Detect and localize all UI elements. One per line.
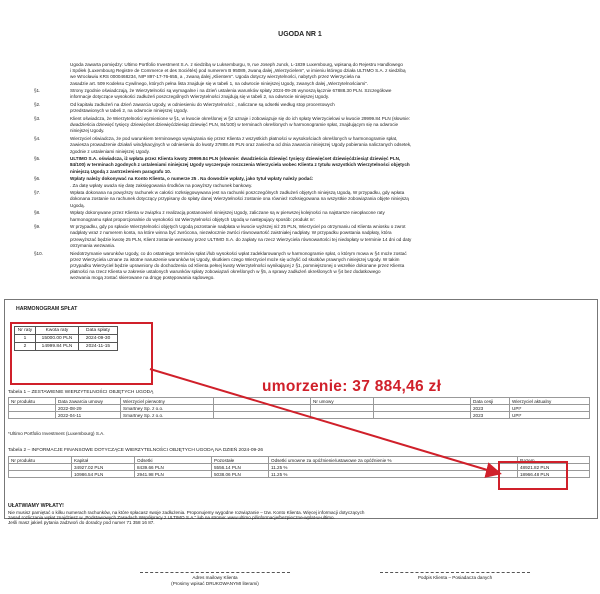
t2-cell: 18966.48 PLN [518,471,590,478]
table1-caption: Tabela 1 – ZESTAWIENIE WIERZYTELNOŚCI OBJĘTYCH UGODĄ [8,390,154,395]
t2-cell: 5038.06 PLN [212,471,269,478]
harm-cell: 14999.84 PLN [36,343,79,351]
paragraph-number: §10. [34,250,43,256]
paragraph-line: Ugoda zawarta pomiędzy: Ultimo Portfolio Investment S.A. z siedzibą w Luksemburgu, 9, rue Joseph Junck, L-1839 Luxembourg, wpisaną do Rejestru Handlowego [70,62,403,67]
paragraph-line: 84/100) w terminach zgodnych z ustaleniami niniejszej Ugody wyczerpuje roszczenia Wierzyciela wobec Klienta z tytułu wszystkich Wierzytelności objętych [70,162,410,168]
paragraph-number: §4. [34,136,41,142]
t1-cell: 2022-08-29 [56,405,121,412]
t2-cell: 11.25 % [269,471,518,478]
paragraph-number: §8. [34,210,41,216]
harm-header-data: Data spłaty [79,327,118,335]
paragraph-number: §5. [34,156,41,162]
t2-cell: 11.25 % [269,464,518,471]
paragraph-line: we Wrocławiu KRS 0000468234, NIP 897-17-76-655, a , zwaną dalej „Klientem". Ugoda dotyczy wierzytelności, nabytych przez Wierzyciela na [70,74,361,80]
t1-header: Wierzyciel aktualny [510,398,590,405]
paragraph-number: §7. [34,190,41,196]
t2-header: Odsetki [135,457,212,464]
harm-cell: 1 [15,335,36,343]
t2-header: Razem [518,457,590,464]
t1-header: Nr produktu [9,398,56,405]
ulatwiamy-text [8,510,592,525]
paragraph-number: §6. [34,176,41,182]
table1-footnote: *Ultimo Portfolio Investment (Luxembourg) S.A. [8,431,105,436]
paragraph-line: Wpłaty należy dokonywać na Konto Klienta, o numerze 25 . Na dowodzie wpłaty, jako tytuł wpłaty należy podać: [70,176,314,182]
email-signature-line [140,572,290,573]
ulatwiamy-title: UŁATWIAMY WPŁATY! [8,503,64,509]
table2-caption: Tabela 2 – INFORMACJE FINANSOWE DOTYCZĄCE WIERZYTELNOŚCI OBJĘTYCH UGODĄ NA DZIEŃ 2024-09-26 [8,448,264,453]
t2-cell: 48921.82 PLN [518,464,590,471]
paragraph-line: przypadku Wierzyciel będzie uprawniony do dochodzenia od Klienta pełnej kwoty Wierzytelności wynikającej z §1, pomniejszonej o wszelkie dokonane przez Klienta [70,262,405,268]
t1-cell: UPI* [510,412,590,419]
paragraph-number: §1. [34,88,41,94]
umorzenie-annotation: umorzenie: 37 884,46 zł [262,378,442,395]
paragraph-line: przewyższać będzie kwotę 25 PLN, Klient zostanie wezwany przez ULTIMO S.A. do zapłaty na rzecz Wierzyciela równowartości tej niedopłaty w terminie 14 dni od daty [70,236,412,242]
t1-cell: 2022-04-11 [56,412,121,419]
t2-cell: 8439.66 PLN [135,464,212,471]
arrow-line [150,369,494,472]
paragraph-number: §3. [34,116,41,122]
t1-cell: Smartney Sp. z o.o. [121,405,214,412]
client-signature-line [380,572,530,573]
paragraph-line: przez Wierzyciela uznane za istotne naruszenie warunków tej Ugody, skutkiem czego Wierzyciel może się uchylić od skutków prawnych niniejszej Ugody. W takim [70,256,400,262]
t2-cell: 34927.02 PLN [72,464,135,471]
email-label: Adres mailowy Klienta [192,575,238,580]
ulatwiamy-line: Nie musisz pamiętać o kilku numerach rachunków, na które spłacasz swoje zadłużenia. Proponujemy wygodne rozwiązanie – tzw. Konto Klienta. Więcej informacji dotyczących [8,510,365,515]
harm-cell: 2024-09-30 [79,335,118,343]
paragraph-line: Od kapitału zadłużeń na dzień zawarcia Ugody, w odniesieniu do Wierzytelności: , naliczane są odsetki według stop procentowych [70,102,335,108]
t1-cell: 2023 [471,405,510,412]
t1-cell: 2023 [471,412,510,419]
document-title: UGODA NR 1 [278,31,322,38]
harmonogram-title: HARMONOGRAM SPŁAT [16,306,78,312]
paragraph-line: harmonogramu spłat proporcjonalnie do wysokości rat Wierzytelności objętych Ugodą w następujący sposób: produkt nr: [70,216,316,222]
t1-header: Data cesji [471,398,510,405]
paragraph-line: zgodnie z ustaleniami niniejszej Ugody. [70,148,150,154]
paragraph-line: zawiesza prowadzenie działań windykacyjnych w odniesieniu do kwoty 37888.46 PLN oraz zaniecha od dnia zawarcia niniejszej Ugody pobierania naliczanych odsetek, [70,142,412,148]
harm-header-kwota: Kwota raty [36,327,79,335]
t1-cell: Smartney Sp. z o.o. [121,412,214,419]
paragraph-line: dokonana zostanie na rachunek dotyczący przypisany do spłaty danej Wierzytelności zostanie ona również rozksięgowana na wszystkie zobowiązania objęte niniejszą [70,196,409,202]
paragraph-line: Wpłata dokonana na powyższy rachunek w całości rozksięgowywana jest na rachunki poszczególnych zadłużeń objętych niniejszą Ugodą. W przypadku, gdy wpłata [70,190,405,196]
paragraph-line: niniejszą Ugodą z zastrzeżeniem paragrafu 10. [70,168,172,174]
email-hint: (Prosimy wpisać DRUKOWANYMI literami) [171,581,259,586]
paragraph-line: Wierzyciel oświadcza, że pod warunkiem terminowego wywiązania się przez Klienta z wszystkich płatności w wysokościach określonych w harmonogramie spłat, [70,136,398,142]
harm-header-nr: Nr raty [15,327,36,335]
paragraph-line: niniejszej Ugody. [70,128,105,134]
t1-cell: UPI* [510,405,590,412]
paragraph-line: wezwania mogą zostać skierowane na drogę postępowania sądowego. [70,275,215,281]
t1-header: Wierzyciel pierwotny [121,398,214,405]
ulatwiamy-line: zasad rozliczania wpłat znajdziesz w „Podstawowych Zasadach Współpracy z ULTIMO S.A." lub na stronie: www.ultimo.pl/informacje/bezpieczne-wplat-w-ultimo. [8,515,335,520]
paragraph-line: nadpłaty wraz z numerem konta, na które winna być zwrócona, niezwłocznie zwróci równowartość zaistniałej nadpłaty. W przypadku powstania nadpłaty, która [70,230,392,236]
paragraph-number: §2. [34,102,41,108]
t2-header: Kapitał [72,457,135,464]
paragraph-line: Klient oświadcza, że Wierzytelności wymienione w §1, w kwocie określonej w §2 uznaje i zobowiązuje się do ich spłaty Wierzycielowi w kwocie 29999.84 PLN (słownie: [70,116,411,122]
paragraph-line: zasadzie art. 509 Kodeksu Cywilnego, których pełna lista znajduje się w tabeli 1, na odwrocie niniejszej Ugody, zwanych dalej „Wierzytelnościami". [70,80,368,86]
harm-cell: 15000.00 PLN [36,335,79,343]
t2-cell: 5556.14 PLN [212,464,269,471]
paragraph-line: dwadzieścia dziewięć tysięcy dziewięćset dziewięćdziesiąt dziewięć PLN, 84/100) w terminach określonych w harmonogramie spłat, znajdującym się na odwrocie [70,122,399,128]
t2-header: Pozostałe [212,457,269,464]
paragraph-number: §9. [34,224,41,230]
t1-header: Data zawarcia umowy [56,398,121,405]
paragraph-line: i Spółek (Luxembourg Registre de Commerce et des Sociétés) pod numerem B 95089, zwaną dalej „Wierzycielem", w imieniu którego działa ULTIMO S.A. z siedzibą [70,68,406,74]
harm-cell: 2024-11-15 [79,343,118,351]
paragraph-line: otrzymania wezwania. [70,242,116,248]
t2-header: Odsetki umowne za opóźnienie/ustawowe za opóźnienie % [269,457,518,464]
t2-cell: 10986.54 PLN [72,471,135,478]
paragraph-line: ULTIMO S.A. oświadcza, iż wpłata przez Klienta kwoty 29999.84 PLN (słownie: dwadzieścia dziewięć tysięcy dziewięćset dziewięćdziesiąt dziewięć PLN, [70,156,401,162]
t2-header: Nr produktu [9,457,72,464]
paragraph-line: Strony zgodnie oświadczają, że Wierzytelności są wymagalne i na dzień ustalenia warunków spłaty 2024-09-26 wynoszą łącznie 67888.30 PLN. Szczegółowe [70,88,392,94]
harm-cell: 2 [15,343,36,351]
paragraph-line: przedstawionych w tabeli 2, na odwrocie niniejszej Ugody. [70,108,188,114]
ulatwiamy-line: Jeśli masz jakieś pytania zadzwoń do doradcy pod numer 71 358 16 87. [8,520,155,525]
client-signature-label: Podpis Klienta – Posiadacza danych [417,575,493,580]
paragraph-line: W przypadku, gdy po spłacie Wierzytelności objętych Ugodą pozostanie nadpłata w kwocie wyższej niż 25 PLN, Wierzyciel po otrzymaniu od Klienta wniosku o zwrot [70,224,406,230]
t2-cell: 2941.98 PLN [135,471,212,478]
paragraph-line: Ugodą. [70,202,85,208]
paragraph-line: Wpłaty dokonywane przez Klienta w związku z realizacją postanowień niniejszej Ugody, zaliczane są w pierwszej kolejności na najstarsze nieopłacone raty [70,210,385,216]
t1-header: Nr umowy [311,398,374,405]
paragraph-line: płatności na rzecz Klienta w zakresie ustalonych warunków spłaty zobowiązań określonych w §5, a sprawy zadłużeń określonych w §4 bez dodatkowego [70,269,381,275]
paragraph-line: informacje dotyczące wysokości zadłużeń poszczególnych Wierzytelności znajdują się w tabeli 2, na odwrocie niniejszej Ugody. [70,94,330,100]
paragraph-line: . Za datę wpłaty uważa się datę zaksięgowania środków na powyższy rachunek bankowy. [70,182,253,188]
arrow-head [494,472,498,473]
paragraph-line: Niedotrzymanie warunków Ugody, co do ostatniego terminów spłat i/lub wysokości wpłat zadeklarowanych w harmonogramie spłat, o którym mowa w §4 może zostać [70,250,407,256]
